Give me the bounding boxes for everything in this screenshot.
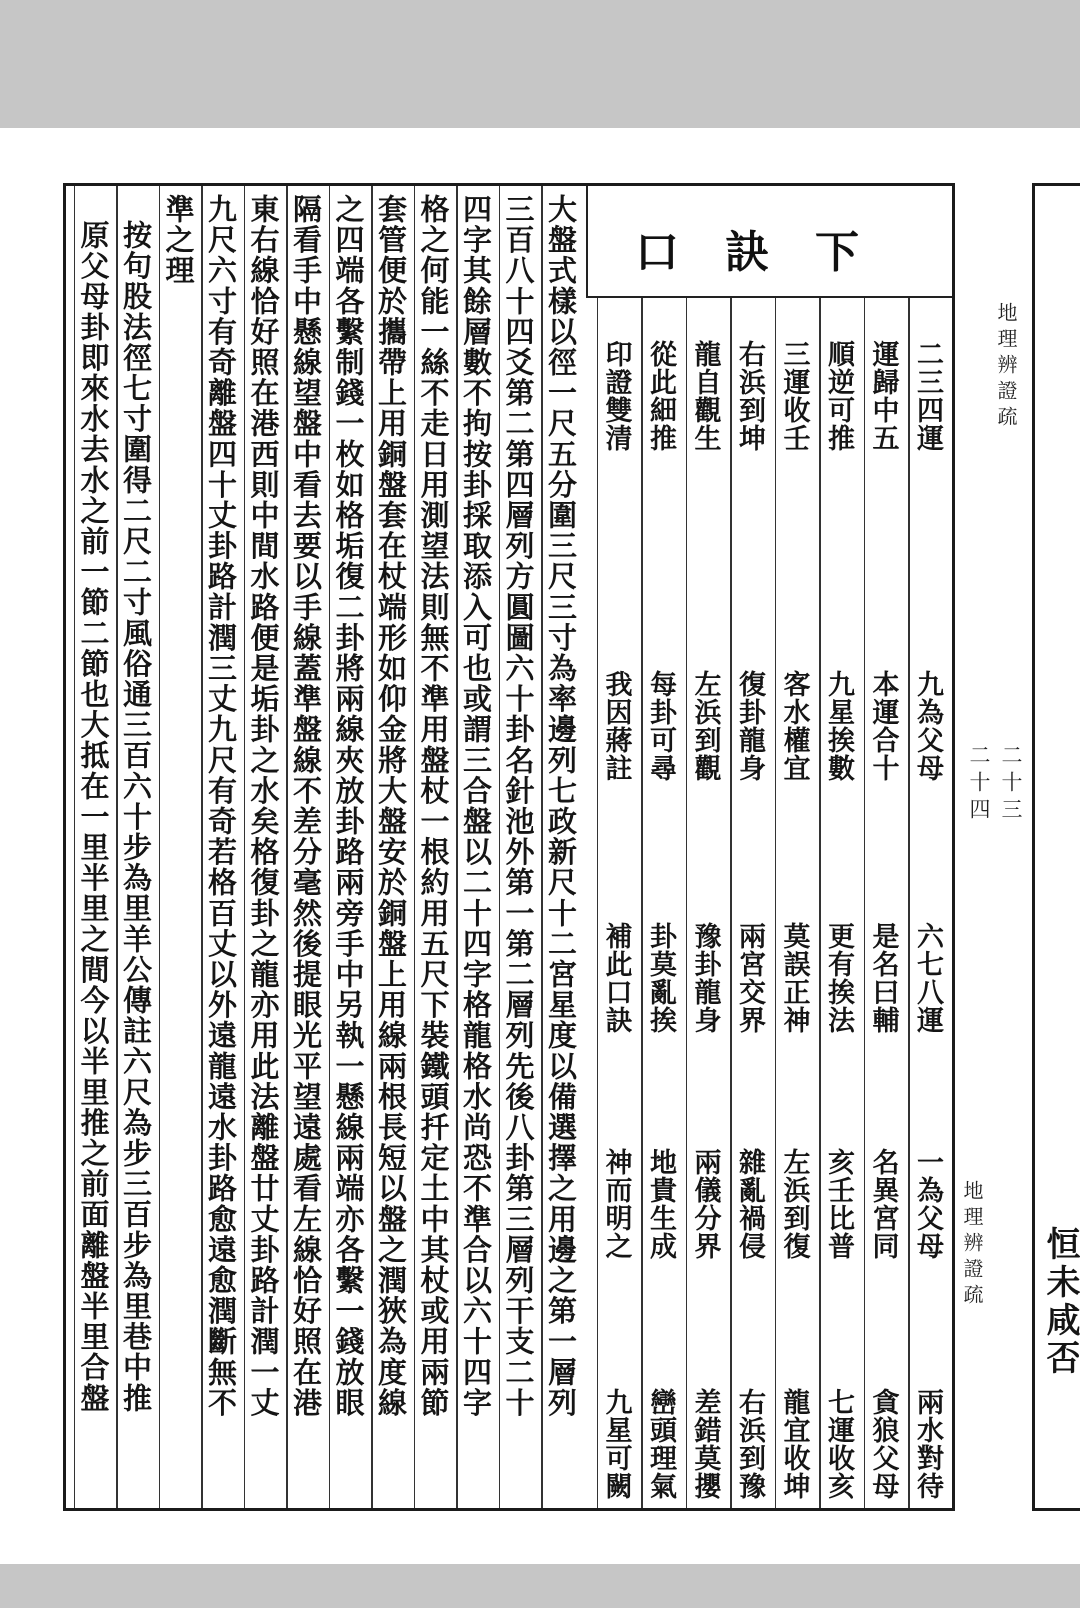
text-frame bbox=[63, 183, 955, 1511]
verse-phrase: 巒頭理氣 bbox=[645, 1388, 676, 1500]
prose-line: 三百八十四爻第二第四層列方圓圖六十卦名針池外第一第二層列先後八卦第三層列干支二十 bbox=[501, 194, 536, 1418]
verse-phrase: 龍宜收坤 bbox=[778, 1388, 810, 1500]
verse-phrase: 兩宮交界 bbox=[734, 922, 765, 1034]
verse-phrase: 豫卦龍身 bbox=[689, 922, 721, 1034]
prose-line: 之四端各繫制錢一枚如格垢復二卦將兩線夾放卦路兩旁手中另執一懸線兩端亦各繫一錢放眼 bbox=[331, 194, 366, 1418]
verse-phrase: 更有挨法 bbox=[823, 922, 854, 1034]
prose-line: 東右線恰好照在港西則中間水路便是垢卦之水矣格復卦之龍亦用此法離盤廿丈卦路計潤一丈 bbox=[246, 194, 281, 1418]
column-rule bbox=[819, 298, 821, 1508]
page-number-b: 二十四 bbox=[967, 744, 991, 825]
prose-line: 大盤式樣以徑一尺五分圍三尺三寸為率邊列七政新尺十二宮星度以備選擇之用邊之第一層列 bbox=[544, 194, 578, 1418]
prose-line: 隔看手中懸線望盤中看去要以手線蓋準盤線不差分毫然後提眼光平望遠處看左線恰好照在港 bbox=[289, 194, 323, 1418]
top-gray-band bbox=[0, 0, 1080, 128]
section-title: 口訣下 bbox=[635, 227, 905, 278]
column-rule bbox=[597, 298, 599, 1508]
column-rule bbox=[244, 186, 246, 1508]
verse-phrase: 三運收壬 bbox=[778, 340, 810, 452]
verse-phrase: 客水權宜 bbox=[778, 670, 810, 782]
next-page-frame bbox=[1032, 183, 1080, 1511]
verse-phrase: 左浜到觀 bbox=[689, 670, 721, 782]
verse-phrase: 神而明之 bbox=[600, 1148, 632, 1260]
column-rule bbox=[329, 186, 331, 1508]
verse-phrase: 亥壬比普 bbox=[823, 1148, 854, 1260]
column-rule bbox=[641, 298, 643, 1508]
verse-phrase: 印證雙清 bbox=[600, 340, 632, 452]
verse-phrase: 從此細推 bbox=[645, 340, 676, 452]
bottom-gray-band bbox=[0, 1564, 1080, 1608]
title-box bbox=[586, 186, 952, 298]
prose-line: 套管便於攜帶上用銅盤套在杖端形如仰金將大盤安於銅盤上用線兩根長短以盤之潤狹為度線 bbox=[374, 194, 408, 1418]
verse-phrase: 地貴生成 bbox=[645, 1148, 676, 1260]
verse-phrase: 七運收亥 bbox=[823, 1388, 854, 1500]
prose-line: 原父母卦即來水去水之前一節二節也大抵在一里半里之間今以半里推之前面離盤半里合盤 bbox=[76, 220, 111, 1414]
verse-phrase: 我因蔣註 bbox=[600, 670, 632, 782]
column-rule bbox=[414, 186, 416, 1508]
verse-phrase: 是名曰輔 bbox=[867, 922, 899, 1034]
verse-phrase: 補此口訣 bbox=[600, 922, 632, 1034]
verse-phrase: 差錯莫攖 bbox=[689, 1388, 721, 1500]
verse-phrase: 右浜到豫 bbox=[734, 1388, 765, 1500]
verse-phrase: 本運合十 bbox=[867, 670, 899, 782]
column-rule bbox=[864, 298, 866, 1508]
running-title: 地理辨證疏 bbox=[994, 302, 1018, 432]
prose-line: 九尺六寸有奇離盤四十丈卦路計潤三丈九尺有奇若格百丈以外遠龍遠水卦路愈遠愈潤斷無不 bbox=[204, 194, 238, 1418]
verse-phrase: 一為父母 bbox=[912, 1148, 943, 1260]
verse-phrase: 九星挨數 bbox=[823, 670, 854, 782]
column-rule bbox=[730, 298, 732, 1508]
verse-phrase: 順逆可推 bbox=[823, 340, 854, 452]
prose-line: 準之理 bbox=[161, 194, 196, 286]
prose-line: 按句股法徑七寸圍得二尺二寸風俗通三百六十步為里羊公傳註六尺為步三百步為里巷中推 bbox=[119, 220, 153, 1414]
verse-phrase: 二三四運 bbox=[912, 340, 943, 452]
verse-phrase: 名異宮同 bbox=[867, 1148, 899, 1260]
column-rule bbox=[371, 186, 373, 1508]
column-rule bbox=[541, 186, 543, 1508]
column-rule bbox=[499, 186, 501, 1508]
verse-phrase: 九星可闕 bbox=[600, 1388, 632, 1500]
verse-phrase: 兩儀分界 bbox=[689, 1148, 721, 1260]
page-number-a: 二十三 bbox=[999, 744, 1023, 825]
verse-phrase: 九為父母 bbox=[912, 670, 943, 782]
column-rule bbox=[686, 298, 688, 1508]
column-rule bbox=[456, 186, 458, 1508]
column-rule bbox=[908, 298, 910, 1508]
verse-phrase: 右浜到坤 bbox=[734, 340, 765, 452]
verse-phrase: 兩水對待 bbox=[912, 1388, 943, 1500]
prose-line: 格之何能一絲不走日用測望法則無不準用盤杖一根約用五尺下裝鐵頭扦定土中其杖或用兩節 bbox=[416, 194, 451, 1418]
verse-phrase: 貪狼父母 bbox=[867, 1388, 899, 1500]
verse-phrase: 運歸中五 bbox=[867, 340, 899, 452]
verse-phrase: 每卦可尋 bbox=[645, 670, 676, 782]
verse-phrase: 卦莫亂挨 bbox=[645, 922, 676, 1034]
column-rule bbox=[74, 186, 76, 1508]
column-rule bbox=[286, 186, 288, 1508]
verse-phrase: 雜亂禍侵 bbox=[734, 1148, 765, 1260]
column-rule bbox=[116, 186, 118, 1508]
column-rule bbox=[159, 186, 161, 1508]
column-rule bbox=[201, 186, 203, 1508]
verse-phrase: 六七八運 bbox=[912, 922, 943, 1034]
verse-phrase: 復卦龍身 bbox=[734, 670, 765, 782]
prose-line: 四字其餘層數不拘按卦採取添入可也或謂三合盤以二十四字格龍格水尚恐不準合以六十四字 bbox=[459, 194, 493, 1418]
verse-phrase: 龍自觀生 bbox=[689, 340, 721, 452]
verse-phrase: 左浜到復 bbox=[778, 1148, 810, 1260]
running-title-2: 地理辨證疏 bbox=[960, 1180, 984, 1310]
column-rule bbox=[775, 298, 777, 1508]
verse-phrase: 莫誤正神 bbox=[778, 922, 810, 1034]
next-page-fragment: 恒未咸否 bbox=[1040, 1226, 1080, 1378]
